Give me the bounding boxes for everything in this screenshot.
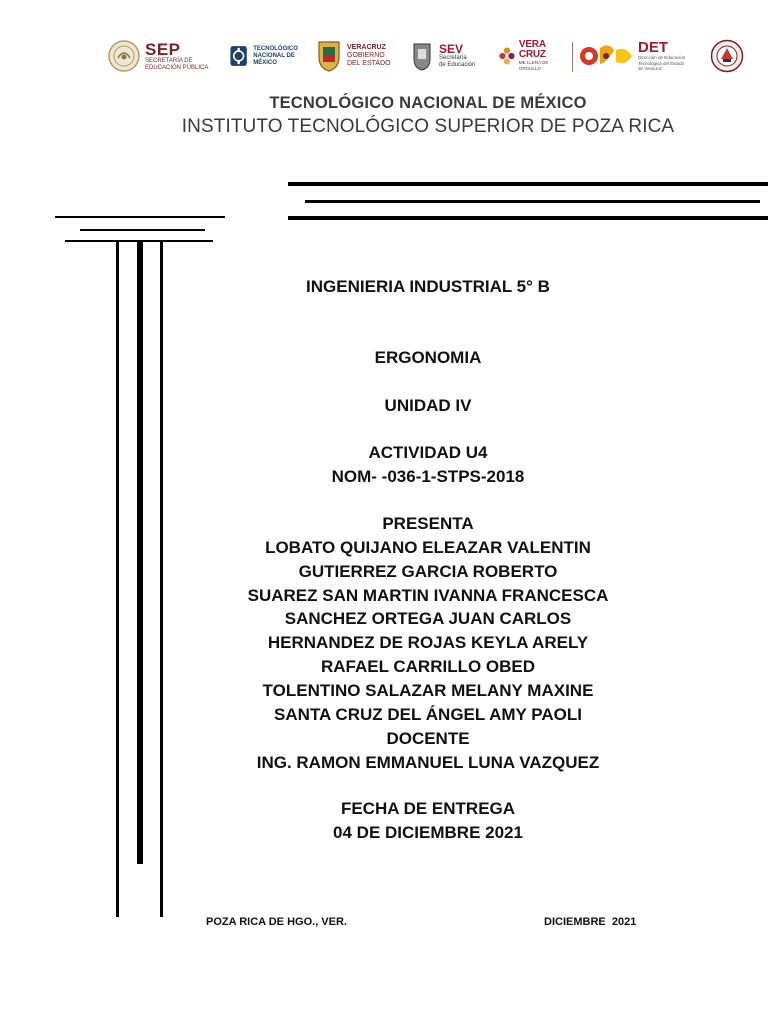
tecnm-gear-icon [228, 41, 249, 71]
presents-label: PRESENTA [382, 514, 474, 533]
campus-title: INSTITUTO TECNOLÓGICO SUPERIOR DE POZA RICA [181, 116, 675, 137]
vera-line-1: VERA [518, 39, 546, 50]
veracruz-flower-icon [498, 45, 516, 67]
decor-line-left-2 [80, 229, 205, 231]
sev-line-2: de Educación [439, 62, 476, 68]
veracruz-brand-logo [498, 36, 566, 76]
sev-emblem-icon [410, 41, 434, 71]
tecnm-line-1: TECNOLÓGICO [253, 45, 298, 52]
teacher-name: ING. RAMON EMMANUEL LUNA VAZQUEZ [256, 753, 600, 772]
tecnm-logo [228, 36, 308, 76]
decor-line-top-2 [305, 200, 760, 203]
vera-line-2: CRUZ [518, 49, 546, 60]
sev-line-1: Secretaría [439, 55, 467, 61]
decor-line-top-1 [288, 182, 768, 186]
activity-line: ACTIVIDAD U4 [368, 443, 488, 462]
subject-line: ERGONOMIA [374, 348, 482, 367]
itspr-seal-icon [710, 39, 744, 73]
student-name: GUTIERREZ GARCIA ROBERTO [298, 562, 558, 581]
det-emblem-icon [578, 42, 634, 70]
det-line-1: Dirección de Educación [638, 55, 686, 61]
footer-place: POZA RICA DE HGO., VER. [206, 916, 347, 928]
unit-line: UNIDAD IV [384, 396, 472, 415]
delivery-date: 04 DE DICIEMBRE 2021 [333, 823, 523, 842]
decor-line-left-1 [55, 216, 225, 218]
delivery-label: FECHA DE ENTREGA [340, 799, 516, 818]
det-line-3: de Veracruz [638, 66, 663, 72]
veracruz-gobierno-logo [316, 36, 406, 76]
veracruz-line-2: GOBIERNO [347, 52, 385, 59]
sep-logo [108, 36, 218, 76]
det-line-2: Tecnológica del Estado [638, 60, 685, 66]
student-name: HERNANDEZ DE ROJAS KEYLA ARELY [267, 633, 589, 652]
student-name: SANTA CRUZ DEL ÁNGEL AMY PAOLI [274, 705, 582, 724]
itspr-logo [710, 36, 746, 76]
decor-line-top-3 [288, 216, 768, 220]
sev-logo [410, 36, 490, 76]
veracruz-line-3: DEL ESTADO [347, 60, 391, 67]
student-name: LOBATO QUIJANO ELEAZAR VALENTIN [265, 538, 591, 557]
student-name: SANCHEZ ORTEGA JUAN CARLOS [284, 609, 572, 628]
sep-subtitle-1: SECRETARÍA DE [145, 57, 193, 64]
sep-seal-icon [108, 40, 140, 72]
sev-wordmark: SEV [439, 42, 464, 56]
student-name: RAFAEL CARRILLO OBED [320, 657, 536, 676]
veracruz-line-1: VERACRUZ [347, 44, 386, 51]
det-logo [578, 36, 688, 76]
teacher-label: DOCENTE [386, 729, 470, 748]
sep-wordmark: SEP [145, 39, 181, 59]
norm-line: NOM- -036-1-STPS-2018 [331, 467, 525, 486]
vera-tagline: ME LLENA DE ORGULLO [518, 60, 549, 71]
logo-divider [572, 42, 573, 72]
veracruz-shield-icon [316, 39, 342, 73]
career-line: INGENIERIA INDUSTRIAL 5° B [306, 277, 550, 296]
logo-strip [108, 36, 748, 76]
student-name: TOLENTINO SALAZAR MELANY MAXINE [262, 681, 594, 700]
institution-title: TECNOLÓGICO NACIONAL DE MÉXICO [269, 94, 587, 112]
footer-date: DICIEMBRE 2021 [544, 916, 637, 928]
sep-subtitle-2: EDUCACIÓN PÚBLICA [145, 64, 209, 71]
student-name: SUAREZ SAN MARTIN IVANNA FRANCESCA [247, 586, 609, 605]
det-wordmark: DET [638, 39, 668, 57]
tecnm-line-2: NACIONAL DE MÉXICO [253, 52, 295, 66]
